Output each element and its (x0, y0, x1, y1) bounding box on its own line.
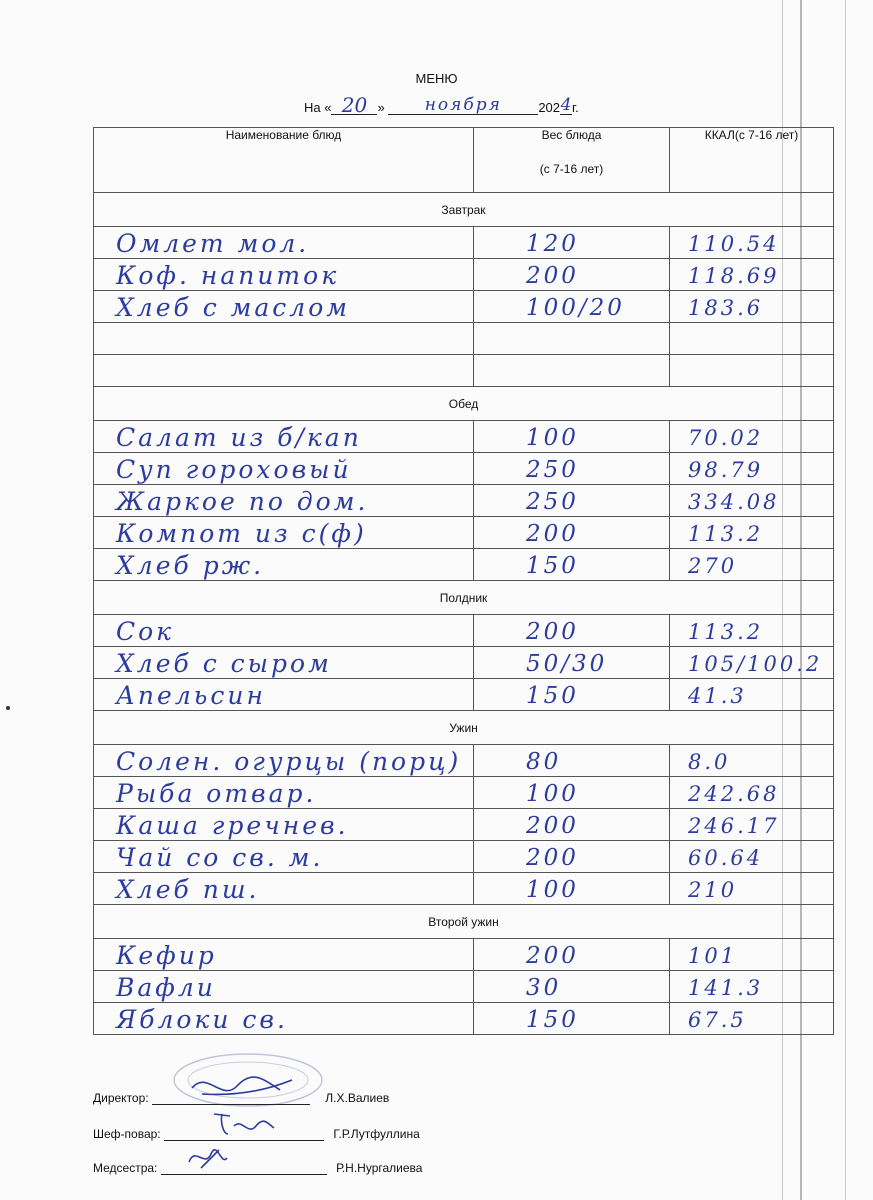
dish-weight-cell (474, 777, 670, 809)
section-row (94, 387, 834, 421)
dish-name-cell (94, 809, 474, 841)
table-row (94, 421, 834, 453)
dish-name-cell (94, 971, 474, 1003)
page-title: МЕНЮ (415, 71, 458, 86)
dish-name-cell (94, 421, 474, 453)
signature-line (161, 1160, 327, 1175)
dish-kcal: 118.69 (688, 264, 780, 288)
dish-kcal: 246.17 (688, 814, 780, 838)
dish-name: Жаркое по дом. (116, 487, 369, 516)
menu-table (93, 127, 834, 1035)
dish-name: Апельсин (116, 681, 266, 710)
dish-weight: 250 (526, 457, 579, 483)
dish-weight-cell (474, 517, 670, 549)
dish-weight: 150 (526, 553, 579, 579)
date-mid: » (377, 100, 385, 115)
column-header-name: Наименование блюд (94, 128, 474, 193)
signature-line (152, 1090, 310, 1105)
dish-kcal-cell (670, 355, 834, 387)
dish-kcal: 270 (688, 554, 738, 578)
dish-kcal: 60.64 (688, 846, 764, 870)
dish-weight-cell (474, 421, 670, 453)
dish-weight-cell (474, 647, 670, 679)
section-row (94, 905, 834, 939)
dish-kcal-cell (670, 809, 834, 841)
dish-weight-cell (474, 873, 670, 905)
signature-nurse (93, 1160, 422, 1175)
column-header-weight (474, 128, 670, 193)
dish-weight: 200 (526, 521, 579, 547)
dish-weight: 80 (526, 749, 562, 775)
dish-kcal-cell (670, 485, 834, 517)
dish-kcal-cell (670, 873, 834, 905)
dish-kcal-cell (670, 259, 834, 291)
dish-weight-cell (474, 939, 670, 971)
date-prefix: На « (304, 100, 332, 115)
column-header-kcal: ККАЛ(с 7-16 лет) (670, 128, 834, 193)
dish-name: Яблоки св. (116, 1005, 288, 1034)
dish-kcal: 113.2 (688, 522, 764, 546)
scan-dot (6, 706, 10, 710)
menu-body (94, 193, 834, 1035)
dish-kcal: 183.6 (688, 296, 764, 320)
table-row (94, 647, 834, 679)
dish-weight-cell (474, 745, 670, 777)
dish-kcal-cell (670, 549, 834, 581)
dish-weight: 100 (526, 425, 579, 451)
dish-name: Компот из с(ф) (116, 519, 367, 548)
dish-kcal-cell (670, 745, 834, 777)
section-title: Обед (94, 387, 834, 421)
dish-name-cell (94, 549, 474, 581)
table-row (94, 679, 834, 711)
dish-kcal: 110.54 (688, 232, 780, 256)
dish-name-cell (94, 1003, 474, 1035)
scan-artifact (845, 0, 846, 1200)
date-month: ноября (388, 96, 538, 115)
dish-weight: 200 (526, 619, 579, 645)
dish-kcal-cell (670, 939, 834, 971)
dish-weight: 100 (526, 877, 579, 903)
section-title: Завтрак (94, 193, 834, 227)
dish-kcal: 210 (688, 878, 738, 902)
signature-mark (164, 1104, 314, 1140)
dish-name: Кефир (116, 941, 217, 970)
signature-role: Медсестра: (93, 1161, 158, 1175)
table-row (94, 291, 834, 323)
dish-weight-cell (474, 453, 670, 485)
dish-kcal-cell (670, 777, 834, 809)
date-day: 20 (331, 96, 377, 115)
table-row (94, 227, 834, 259)
dish-weight-cell (474, 323, 670, 355)
date-year-digit: 4 (560, 95, 572, 115)
dish-name: Суп гороховый (116, 455, 352, 484)
dish-weight: 200 (526, 845, 579, 871)
dish-name: Рыба отвар. (116, 779, 317, 808)
dish-name: Хлеб с сыром (116, 649, 332, 678)
dish-kcal: 334.08 (688, 490, 780, 514)
date-year-prefix: 202 (538, 100, 561, 115)
table-row (94, 971, 834, 1003)
dish-kcal-cell (670, 971, 834, 1003)
dish-kcal: 141.3 (688, 976, 764, 1000)
dish-name: Салат из б/кап (116, 423, 362, 452)
dish-name: Коф. напиток (116, 261, 340, 290)
dish-kcal: 105/100.2 (688, 652, 823, 676)
dish-kcal-cell (670, 841, 834, 873)
table-row (94, 745, 834, 777)
dish-kcal: 8.0 (688, 750, 731, 774)
dish-weight-cell (474, 549, 670, 581)
dish-weight: 150 (526, 1007, 579, 1033)
dish-name-cell (94, 517, 474, 549)
table-header-row (94, 128, 834, 193)
section-row (94, 581, 834, 615)
dish-kcal-cell (670, 453, 834, 485)
section-title: Второй ужин (94, 905, 834, 939)
table-row (94, 485, 834, 517)
table-row (94, 615, 834, 647)
dish-kcal: 70.02 (688, 426, 764, 450)
table-row (94, 777, 834, 809)
dish-name-cell (94, 485, 474, 517)
dish-weight: 50/30 (526, 651, 608, 677)
signature-director (93, 1090, 389, 1105)
section-row (94, 711, 834, 745)
dish-weight-cell (474, 615, 670, 647)
date-year-suffix: г. (572, 100, 579, 115)
dish-kcal-cell (670, 615, 834, 647)
table-row (94, 517, 834, 549)
dish-kcal-cell (670, 1003, 834, 1035)
dish-weight-cell (474, 971, 670, 1003)
dish-weight: 200 (526, 943, 579, 969)
table-row (94, 1003, 834, 1035)
signature-role: Шеф-повар: (93, 1127, 161, 1141)
signature-name: Г.Р.Лутфуллина (333, 1127, 420, 1141)
dish-name: Хлеб с маслом (116, 293, 350, 322)
dish-name-cell (94, 323, 474, 355)
dish-name-cell (94, 355, 474, 387)
dish-name-cell (94, 615, 474, 647)
dish-weight-cell (474, 355, 670, 387)
section-title: Полдник (94, 581, 834, 615)
dish-kcal-cell (670, 647, 834, 679)
dish-weight: 200 (526, 813, 579, 839)
signature-mark (152, 1068, 302, 1104)
dish-weight: 200 (526, 263, 579, 289)
dish-kcal-cell (670, 227, 834, 259)
dish-weight-cell (474, 485, 670, 517)
dish-kcal-cell (670, 679, 834, 711)
dish-kcal: 101 (688, 944, 738, 968)
dish-weight: 150 (526, 683, 579, 709)
dish-name: Чай со св. м. (116, 843, 324, 872)
signature-name: Р.Н.Нургалиева (336, 1161, 423, 1175)
dish-name-cell (94, 227, 474, 259)
table-row (94, 453, 834, 485)
table-row (94, 809, 834, 841)
table-row (94, 549, 834, 581)
dish-kcal-cell (670, 291, 834, 323)
dish-weight: 250 (526, 489, 579, 515)
column-header-weight-line1: Вес блюда (541, 128, 602, 142)
column-header-weight-line2: (с 7-16 лет) (539, 162, 604, 176)
section-row (94, 193, 834, 227)
dish-weight-cell (474, 1003, 670, 1035)
dish-name-cell (94, 745, 474, 777)
dish-weight: 30 (526, 975, 562, 1001)
dish-name-cell (94, 873, 474, 905)
dish-weight-cell (474, 259, 670, 291)
dish-name: Каша гречнев. (116, 811, 349, 840)
dish-name-cell (94, 841, 474, 873)
dish-kcal: 67.5 (688, 1008, 747, 1032)
dish-name-cell (94, 647, 474, 679)
signature-role: Директор: (93, 1091, 149, 1105)
table-row (94, 841, 834, 873)
section-title: Ужин (94, 711, 834, 745)
dish-weight-cell (474, 679, 670, 711)
dish-weight: 100/20 (526, 295, 625, 321)
dish-kcal: 98.79 (688, 458, 764, 482)
dish-kcal: 41.3 (688, 684, 747, 708)
dish-name: Омлет мол. (116, 229, 310, 258)
dish-name: Хлеб рж. (116, 551, 265, 580)
table-row (94, 355, 834, 387)
table-row (94, 323, 834, 355)
dish-name: Хлеб пш. (116, 875, 260, 904)
dish-kcal-cell (670, 421, 834, 453)
dish-weight: 120 (526, 231, 579, 257)
dish-name-cell (94, 777, 474, 809)
dish-kcal: 113.2 (688, 620, 764, 644)
date-line (304, 93, 579, 117)
dish-weight-cell (474, 809, 670, 841)
table-row (94, 259, 834, 291)
dish-name: Солен. огурцы (порц) (116, 747, 462, 776)
dish-weight: 100 (526, 781, 579, 807)
dish-name: Вафли (116, 973, 216, 1002)
dish-kcal-cell (670, 517, 834, 549)
dish-name-cell (94, 453, 474, 485)
dish-weight-cell (474, 841, 670, 873)
dish-name-cell (94, 291, 474, 323)
table-row (94, 939, 834, 971)
dish-name-cell (94, 259, 474, 291)
dish-name: Сок (116, 617, 175, 646)
signature-mark (161, 1138, 311, 1174)
dish-name-cell (94, 939, 474, 971)
signature-name: Л.Х.Валиев (325, 1091, 390, 1105)
dish-weight-cell (474, 227, 670, 259)
dish-kcal: 242.68 (688, 782, 780, 806)
table-row (94, 873, 834, 905)
dish-kcal-cell (670, 323, 834, 355)
dish-weight-cell (474, 291, 670, 323)
dish-name-cell (94, 679, 474, 711)
